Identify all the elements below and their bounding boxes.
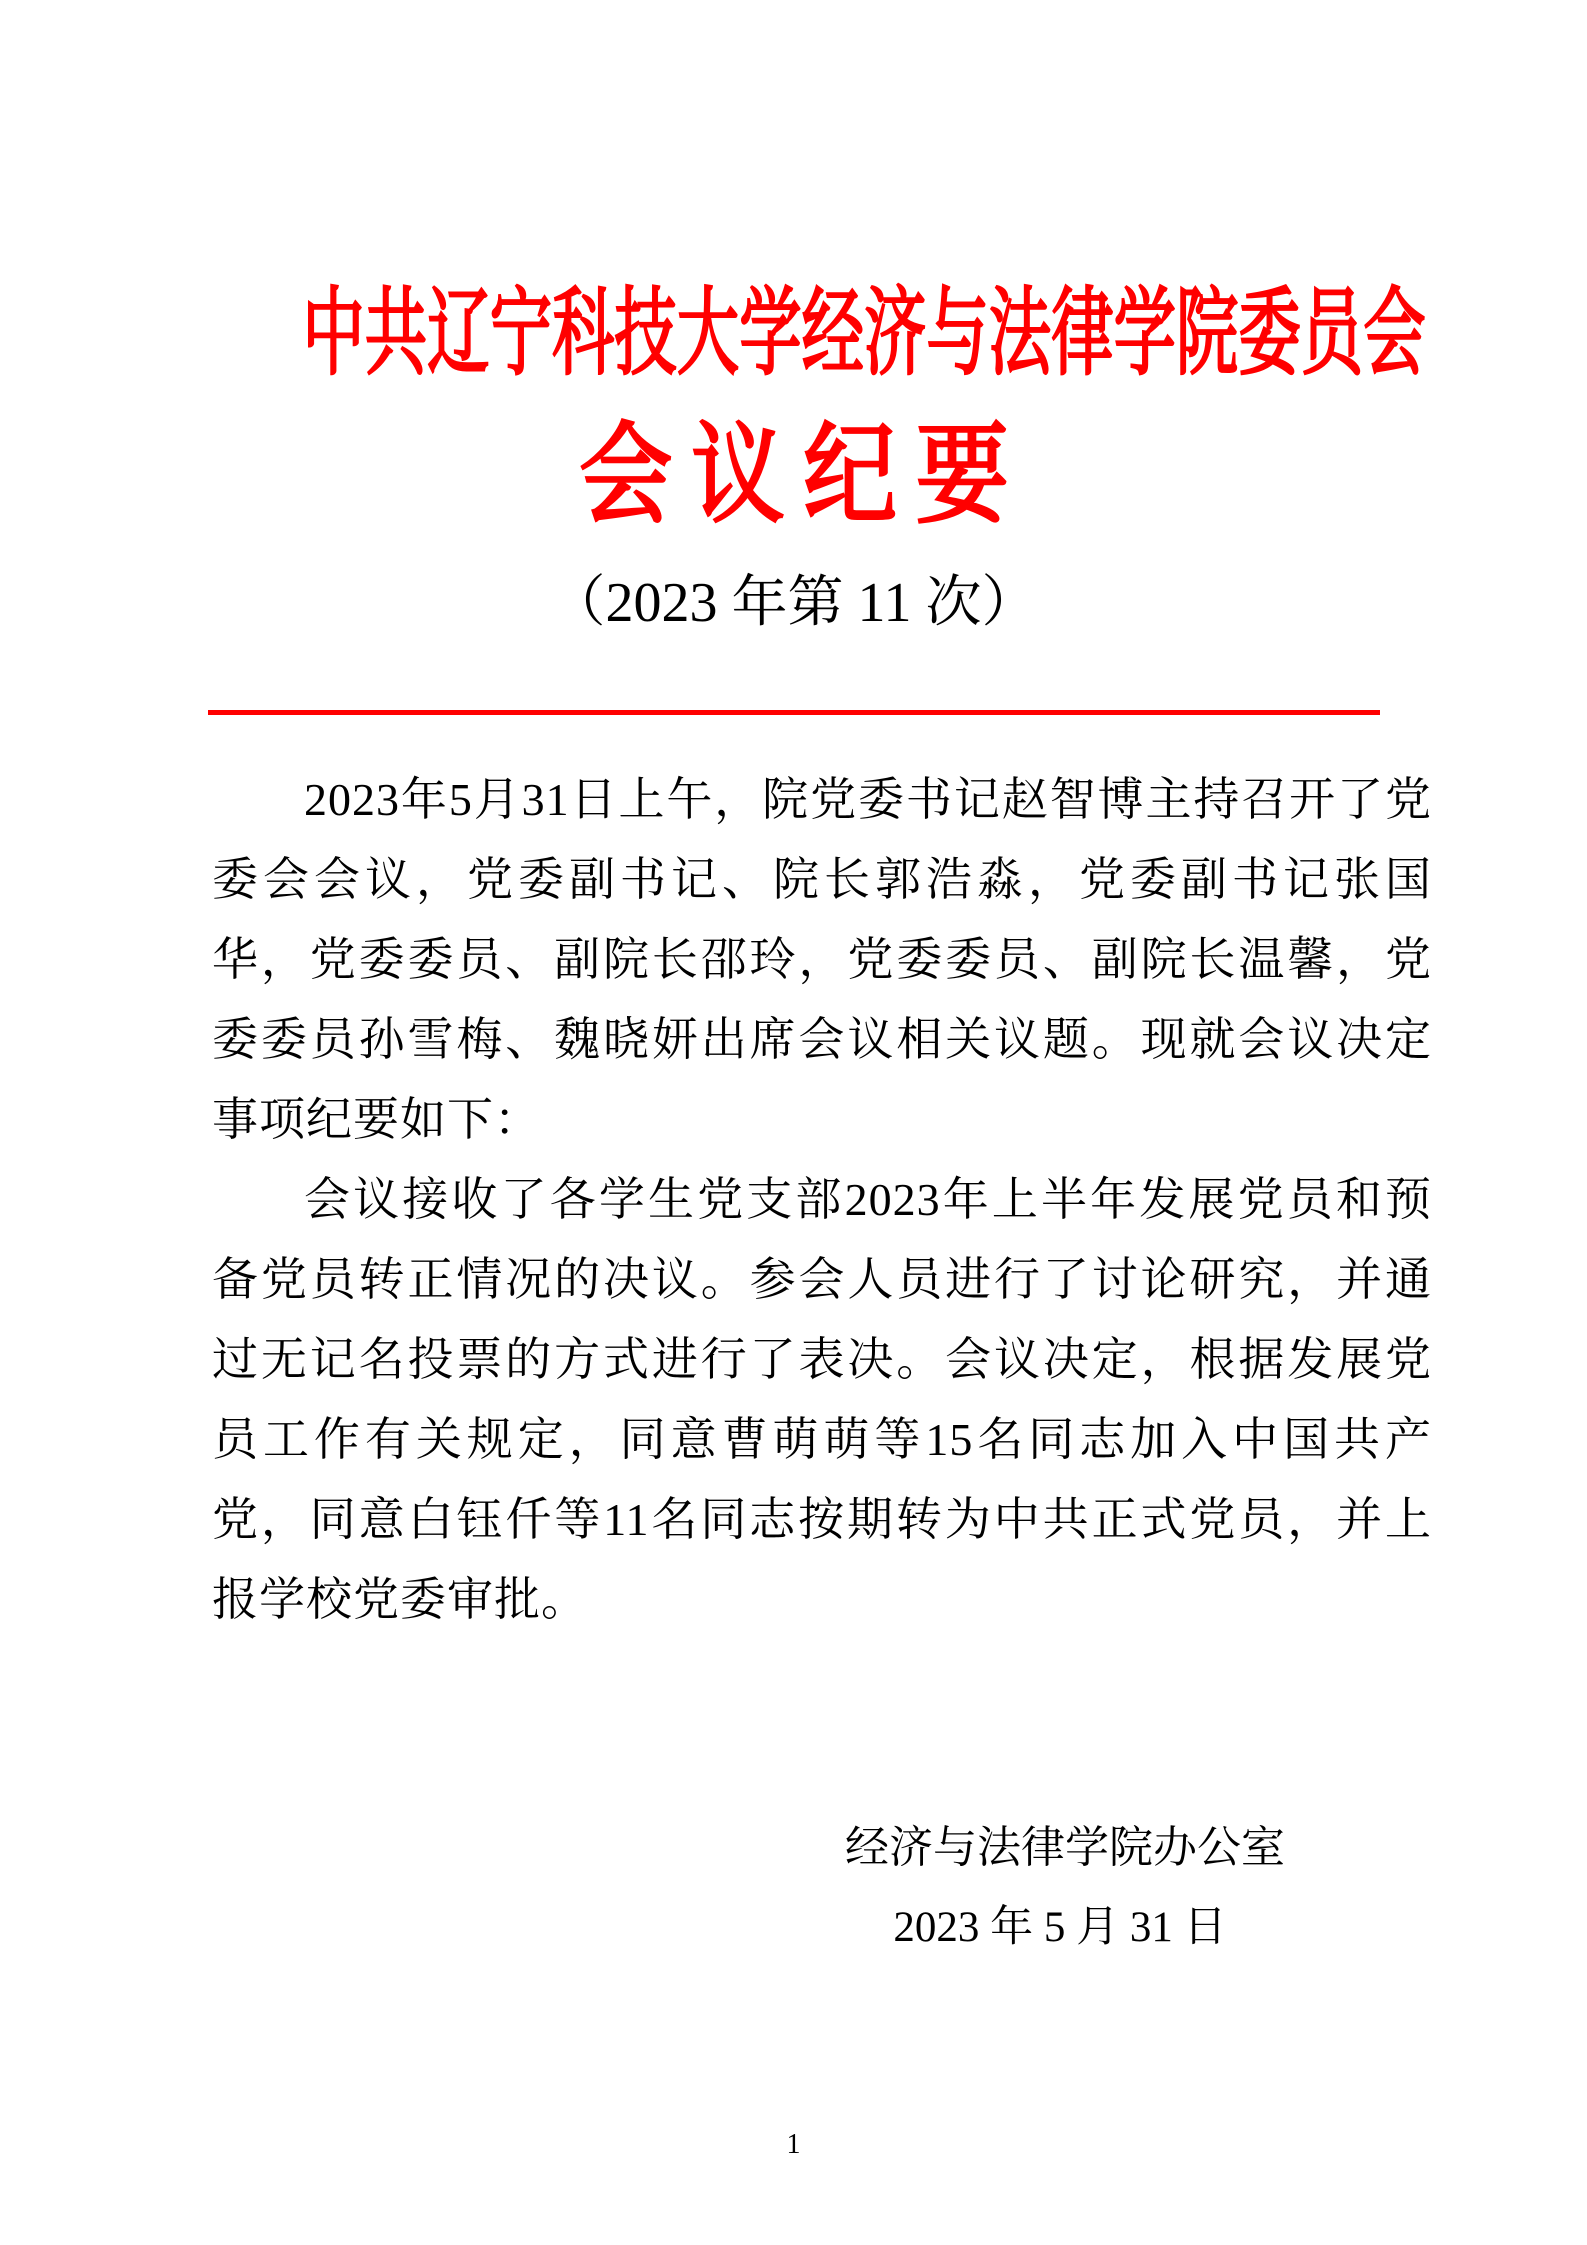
meeting-number: （2023 年第 11 次） xyxy=(549,572,1038,634)
body-text xyxy=(0,760,1587,1640)
doc-title-text: 会议纪要 xyxy=(578,414,1028,537)
signature-date: 2023 年 5 月 31 日 xyxy=(893,1904,1227,1951)
body-paragraph-2: 会议接收了各学生党支部2023年上半年发展党员和预备党员转正情况的决议。参会人员进行了讨论研究，并通过无记名投票的方式进行了表决。会议决定，根据发展党员工作有关规定，同意曹萌萌等15名同志加入中国共产党，同意白钰仟等11名同志按期转为中共正式党员，并上报学校党委审批。 xyxy=(212,1174,1432,1625)
org-title-text: 中共辽宁科技大学经济与法律学院委员会 xyxy=(302,280,1426,387)
body-paragraph-1: 2023年5月31日上午，院党委书记赵智博主持召开了党委会会议，党委副书记、院长郭浩淼，党委副书记张国华，党委委员、副院长邵玲，党委委员、副院长温馨，党委委员孙雪梅、魏晓妍出席会议相关议题。现就会议决定事项纪要如下： xyxy=(212,774,1432,1145)
doc-title xyxy=(0,414,1587,537)
signature-block xyxy=(845,1808,1285,1968)
signature-office: 经济与法律学院办公室 xyxy=(845,1823,1285,1872)
org-title xyxy=(0,280,1587,387)
red-divider xyxy=(208,710,1380,715)
page-number: 1 xyxy=(786,2129,801,2160)
